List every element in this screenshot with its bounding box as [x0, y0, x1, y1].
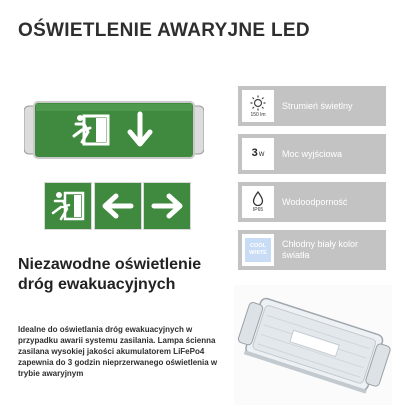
feature-icon-box — [242, 186, 274, 218]
cool-white-swatch-icon — [245, 238, 271, 262]
arrow-left-icon — [95, 183, 141, 229]
cool-white-line1: COOL — [250, 243, 266, 249]
feature-label: Moc wyjściowa — [282, 148, 343, 159]
feature-label: Wodoodporność — [282, 196, 348, 207]
section-body: Idealne do oświetlania dróg ewakuacyjnych w przypadku awarii systemu zasilania. Lampa ścienna zasilana wysokiej jakości akumulatorem LiFePo4 zapewnia do 3 godzin nieprzerwanego oświetlenia w trybie awaryjnym — [18, 325, 218, 378]
water-drop-icon — [252, 191, 264, 206]
running-man-icon — [45, 183, 91, 229]
feature-sub-value: 150 lm — [250, 111, 266, 118]
feature-label: Chłodny biały kolor światła — [282, 239, 359, 260]
arrow-right-icon — [144, 183, 190, 229]
exit-sign-illustration — [24, 100, 204, 160]
feature-card-color — [238, 230, 386, 270]
page-title: OŚWIETLENIE AWARYJNE LED — [18, 20, 310, 41]
cool-white-line2: WHITE — [249, 250, 267, 256]
exit-pictogram-tile — [44, 182, 92, 230]
brightness-sun-icon — [249, 95, 267, 111]
section-heading: Niezawodne oświetlenie dróg ewakuacyjnych — [18, 256, 202, 293]
power-unit: W — [258, 152, 265, 158]
arrow-left-tile — [94, 182, 142, 230]
feature-card-luminous-flux — [238, 86, 386, 126]
lamp-product-photo — [234, 285, 392, 405]
feature-icon-box — [242, 138, 274, 170]
feature-label: Strumień świetlny — [282, 100, 353, 111]
feature-card-waterproof — [238, 182, 386, 222]
feature-sub-value: IP65 — [252, 207, 264, 213]
feature-card-power — [238, 134, 386, 174]
power-value: 3 — [251, 147, 258, 159]
power-3w-icon — [252, 147, 265, 161]
feature-icon-box — [242, 90, 274, 122]
arrow-right-tile — [143, 182, 191, 230]
feature-icon-box — [242, 234, 274, 266]
